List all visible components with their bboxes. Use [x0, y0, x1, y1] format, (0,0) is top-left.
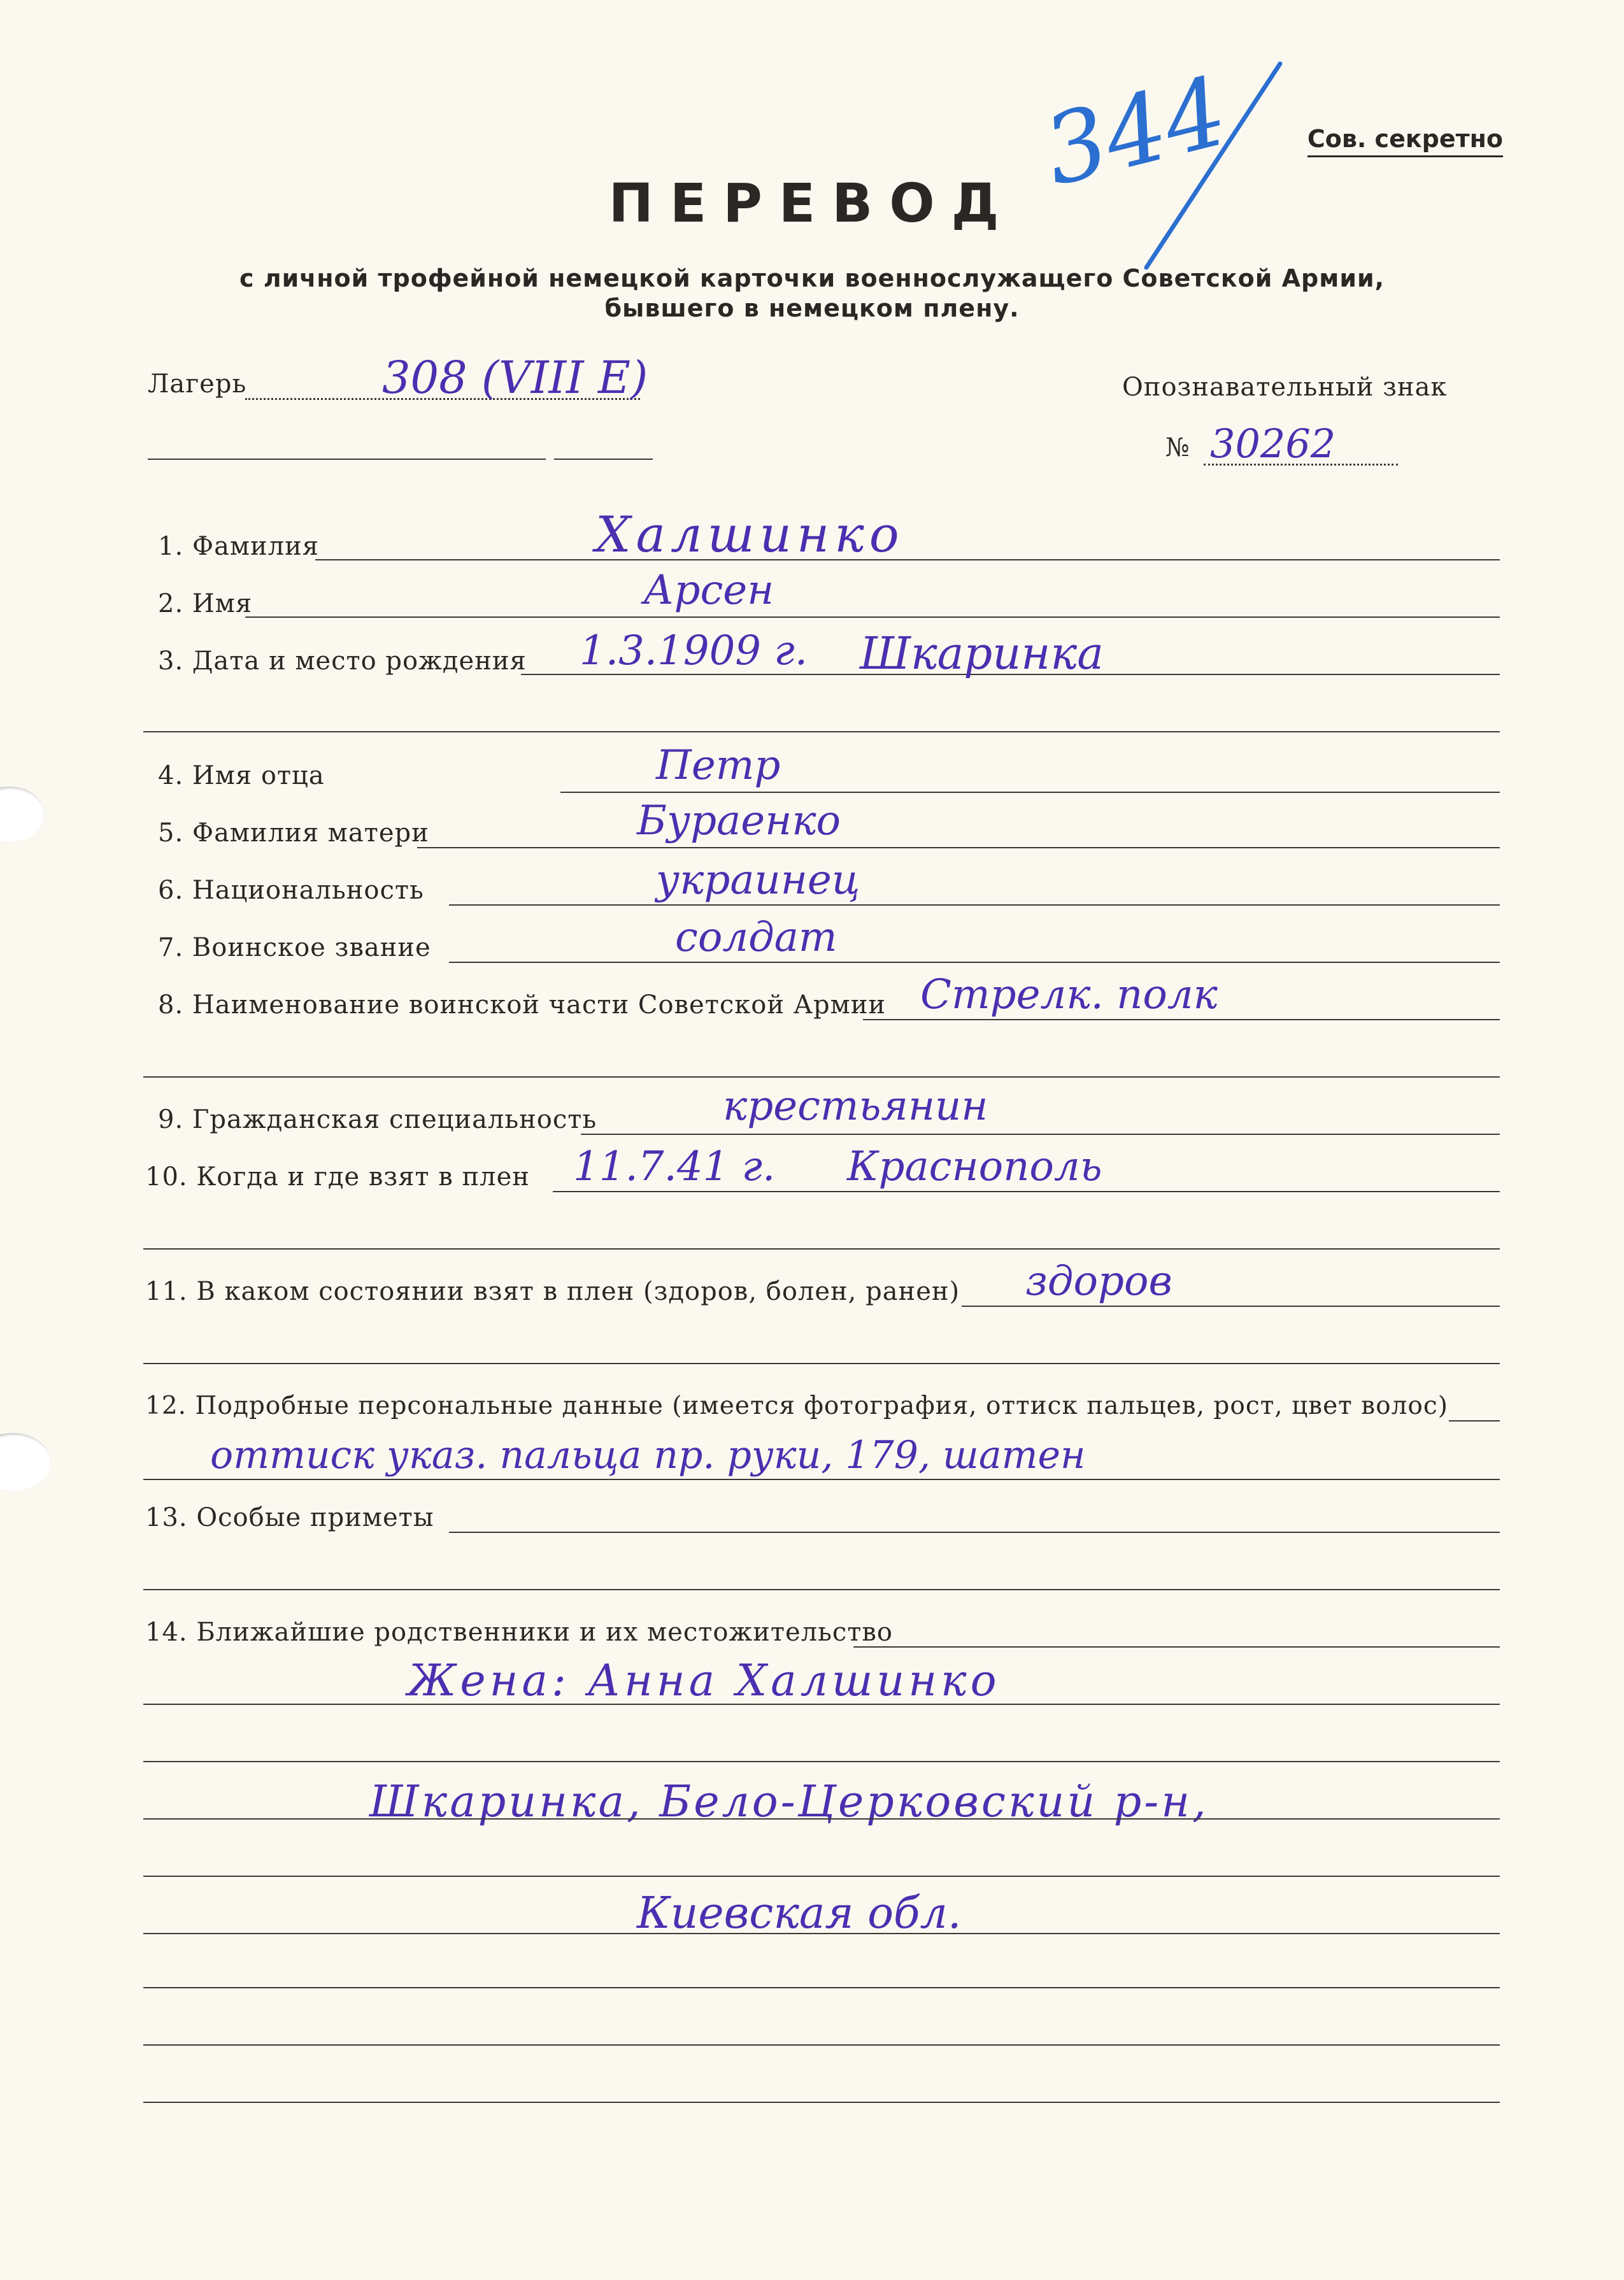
ruled-line: [143, 1761, 1500, 1762]
field-12-value: оттиск указ. пальца пр. руки, 179, шатен: [210, 1433, 1086, 1478]
field-5-label: 5. Фамилия матери: [158, 818, 429, 848]
handwritten-slash-mark: [1121, 57, 1299, 274]
field-1-label: 1. Фамилия: [158, 532, 320, 561]
field-11-extra-line: [143, 1363, 1500, 1364]
field-13-line: [449, 1532, 1500, 1533]
field-13-extra-line: [143, 1589, 1500, 1590]
field-13-label: 13. Особые приметы: [145, 1503, 434, 1532]
field-9-value: крестьянин: [723, 1083, 988, 1130]
field-6-label: 6. Национальность: [158, 876, 424, 905]
field-10-line: [553, 1191, 1500, 1192]
id-tag-number-prefix: №: [1165, 433, 1190, 462]
camp-extra-line-2: [554, 459, 653, 460]
ruled-line: [143, 2102, 1500, 2103]
field-8-value: Стрелк. полк: [920, 971, 1218, 1018]
field-1-line: [315, 559, 1500, 560]
field-7-value: солдат: [675, 914, 837, 961]
field-9-label: 9. Гражданская специальность: [158, 1105, 597, 1134]
camp-label: Лагерь: [148, 369, 247, 399]
field-2-value: Арсен: [643, 567, 774, 614]
field-2-label: 2. Имя: [158, 589, 253, 618]
field-14-line: [853, 1646, 1500, 1648]
field-2-line: [245, 616, 1500, 618]
field-9-line: [581, 1134, 1500, 1135]
field-8-extra-line: [143, 1076, 1500, 1078]
field-3-value-place: Шкаринка: [860, 627, 1104, 680]
field-7-label: 7. Воинское звание: [158, 933, 431, 962]
handwritten-archive-number: 344: [1034, 55, 1238, 208]
field-1-value: Халшинко: [595, 506, 904, 564]
field-10-value-date: 11.7.41 г.: [573, 1143, 776, 1190]
ruled-line: [143, 1704, 1500, 1705]
field-4-label: 4. Имя отца: [158, 761, 325, 790]
field-8-label: 8. Наименование воинской части Советской Армии: [158, 990, 887, 1020]
field-12-line: [1449, 1420, 1500, 1421]
ruled-line: [143, 2044, 1500, 2046]
document-title: ПЕРЕВОД: [608, 172, 1016, 234]
document-subtitle-line2: бывшего в немецком плену.: [604, 294, 1020, 322]
field-11-label: 11. В каком состоянии взят в плен (здоров, болен, ранен): [145, 1277, 960, 1306]
camp-extra-line-1: [148, 459, 546, 460]
field-14-label: 14. Ближайшие родственники и их местожительство: [145, 1618, 894, 1647]
ruled-line: [143, 1933, 1500, 1934]
field-10-extra-line: [143, 1248, 1500, 1250]
camp-value: 308 (VIII E): [382, 352, 648, 404]
field-5-line: [417, 847, 1500, 848]
document-subtitle-line1: с личной трофейной немецкой карточки военнослужащего Советской Армии,: [239, 264, 1385, 292]
field-11-value: здоров: [1025, 1258, 1172, 1305]
field-14-value-line1: Жена: Анна Халшинко: [408, 1656, 1001, 1706]
field-7-line: [449, 962, 1500, 963]
field-12-label: 12. Подробные персональные данные (имеется фотография, оттиск пальцев, рост, цвет волос): [145, 1392, 1448, 1420]
field-3-extra-line: [143, 731, 1500, 732]
field-6-value: украинец: [656, 857, 860, 904]
field-6-line: [449, 904, 1500, 906]
field-3-label: 3. Дата и место рождения: [158, 646, 527, 676]
ruled-line: [143, 1876, 1500, 1877]
field-4-line: [560, 792, 1500, 793]
field-10-label: 10. Когда и где взят в плен: [145, 1162, 530, 1192]
field-11-line: [962, 1306, 1500, 1307]
id-tag-label: Опознавательный знак: [1122, 373, 1448, 402]
classification-stamp: Сов. секретно: [1307, 125, 1503, 157]
field-8-line: [863, 1019, 1500, 1020]
field-14-value-line2: Шкаринка, Бело-Церковский р-н,: [369, 1777, 1209, 1827]
punch-hole-bottom: [0, 1433, 51, 1492]
ruled-line: [143, 1818, 1500, 1820]
ruled-line: [143, 1987, 1500, 1988]
field-3-value-date: 1.3.1909 г.: [580, 627, 808, 674]
punch-hole-top: [0, 787, 45, 843]
id-tag-value: 30262: [1210, 420, 1336, 467]
field-14-value-line3: Киевская обл.: [637, 1888, 962, 1939]
field-4-value: Петр: [656, 742, 781, 789]
field-12-extra-line: [143, 1479, 1500, 1480]
field-10-value-place: Краснополь: [847, 1143, 1102, 1190]
field-5-value: Бураенко: [637, 797, 841, 844]
